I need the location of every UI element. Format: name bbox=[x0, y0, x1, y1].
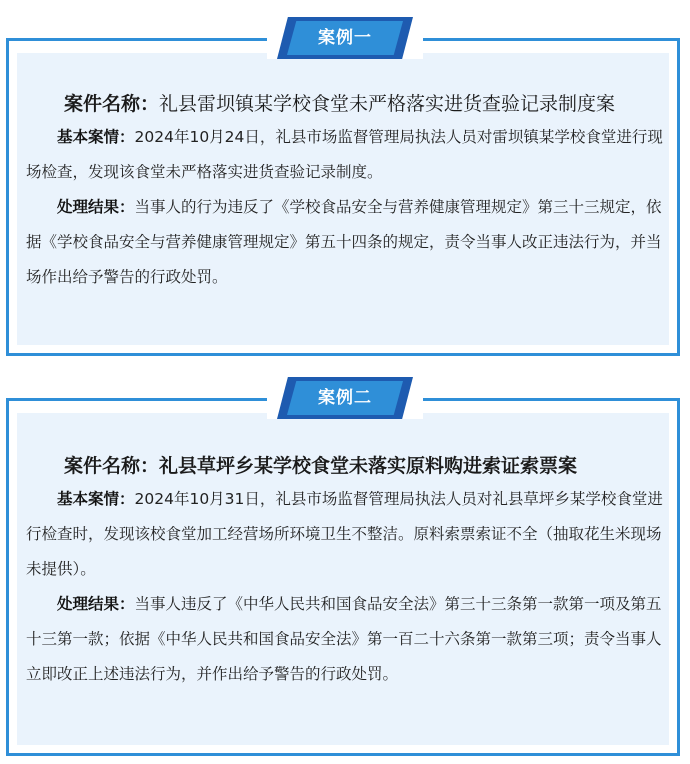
handling-result-text: 当事人的行为违反了《学校食品安全与营养健康管理规定》第三十三规定，依据《学校食品安全与营养健康管理规定》第五十四条的规定，责令当事人改正违法行为，并当场作出给予警告的行政处罚。 bbox=[26, 198, 662, 286]
case-title bbox=[26, 88, 666, 120]
case-tab-2 bbox=[277, 377, 413, 419]
case-tab-label: 案例二 bbox=[318, 388, 372, 408]
basic-facts bbox=[26, 482, 666, 587]
case-title-text: 礼县雷坝镇某学校食堂未严格落实进货查验记录制度案 bbox=[159, 93, 616, 115]
case-content-1 bbox=[26, 88, 666, 295]
handling-result bbox=[26, 190, 666, 295]
basic-facts-text: 2024年10月31日，礼县市场监督管理局执法人员对礼县草坪乡某学校食堂进行检查时，发现该校食堂加工经营场所环境卫生不整洁。原料索票索证不全（抽取花生米现场未提供）。 bbox=[26, 490, 663, 578]
handling-result-label: 处理结果： bbox=[57, 198, 135, 216]
case-tab-label: 案例一 bbox=[318, 28, 372, 48]
handling-result bbox=[26, 587, 666, 692]
case-title-label: 案件名称： bbox=[64, 93, 160, 115]
case-tab-1 bbox=[277, 17, 413, 59]
basic-facts-label: 基本案情： bbox=[57, 128, 135, 146]
case-title-label: 案件名称： bbox=[64, 455, 160, 477]
case-content-2 bbox=[26, 450, 666, 692]
case-title bbox=[26, 450, 666, 482]
basic-facts bbox=[26, 120, 666, 190]
handling-result-label: 处理结果： bbox=[57, 595, 135, 613]
handling-result-text: 当事人违反了《中华人民共和国食品安全法》第三十三条第一款第一项及第五十三第一款；依据《中华人民共和国食品安全法》第一百二十六条第一款第三项；责令当事人立即改正上述违法行为，并作出给予警告的行政处罚。 bbox=[26, 595, 662, 683]
basic-facts-text: 2024年10月24日，礼县市场监督管理局执法人员对雷坝镇某学校食堂进行现场检查，发现该食堂未严格落实进货查验记录制度。 bbox=[26, 128, 663, 181]
basic-facts-label: 基本案情： bbox=[57, 490, 135, 508]
case-title-text: 礼县草坪乡某学校食堂未落实原料购进索证索票案 bbox=[159, 455, 578, 477]
